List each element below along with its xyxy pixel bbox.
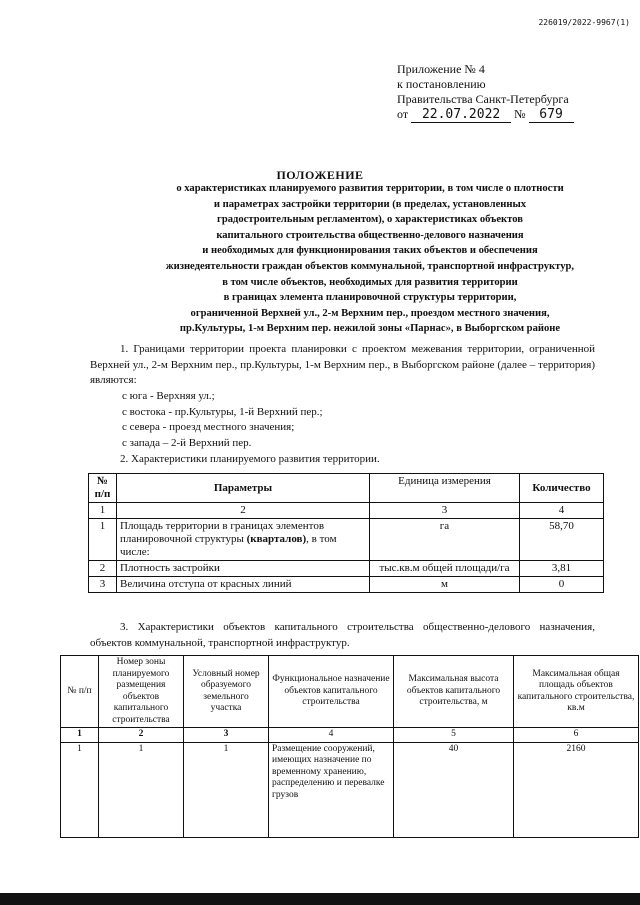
table2-header-plot: Условный номер образуемого земельного участка [184, 656, 269, 728]
appendix-line-1: Приложение № 4 [397, 62, 485, 76]
table2-header-area: Максимальная общая площадь объектов капитального строительства, кв.м [514, 656, 639, 728]
row-value: 3,81 [520, 561, 604, 577]
decree-date: 22.07.2022 [411, 107, 511, 123]
paragraph-3 [90, 620, 595, 651]
subtitle-line: в границах элемента планировочной структуры территории, [223, 292, 517, 304]
table1-colnum-row [89, 503, 604, 519]
paragraph-2 [90, 452, 595, 468]
table1-colnum: 2 [117, 503, 370, 519]
row-num: 2 [89, 561, 117, 577]
row-param-tail: , в том числе: [120, 533, 337, 558]
subtitle-line: капитального строительства общественно-делового назначения [216, 229, 524, 241]
row-num: 1 [89, 519, 117, 561]
table-row [61, 742, 639, 837]
paragraph-1-text: 1. Границами территории проекта планировки с проектом межевания территории, ограниченной Верхней ул., 2-м Верхним пер., пр.Культуры, 1-м Верхним пер., в Выборгском районе (далее – территория) являются: [90, 343, 595, 387]
table2-colnum: 5 [394, 728, 514, 743]
row-plot: 1 [184, 742, 269, 837]
table2-header-num: № п/п [61, 656, 99, 728]
table2-colnum: 2 [99, 728, 184, 743]
scan-bottom-edge [0, 893, 640, 905]
row-unit: га [370, 519, 520, 561]
table2-colnum: 6 [514, 728, 639, 743]
table2-colnum-row [61, 728, 639, 743]
row-height: 40 [394, 742, 514, 837]
development-characteristics-table [88, 473, 604, 593]
paragraph-3-text: 3. Характеристики объектов капитального строительства общественно-делового назначения, объектов коммунальной, транспортной инфраструктур. [90, 621, 595, 649]
row-area: 2160 [514, 742, 639, 837]
appendix-date-line [397, 107, 574, 123]
table1-header-value: Количество [520, 474, 604, 503]
table1-header-row [89, 474, 604, 503]
paragraph-1 [90, 342, 595, 389]
row-param: Величина отступа от красных линий [117, 577, 370, 593]
table2-header-purpose: Функциональное назначение объектов капитального строительства [269, 656, 394, 728]
table-row [89, 577, 604, 593]
subtitle-line: пр.Культуры, 1-м Верхним пер. нежилой зоны «Парнас», в Выборгском районе [179, 323, 561, 335]
row-unit: м [370, 577, 520, 593]
document-subtitle [90, 181, 640, 337]
row-param-text: Площадь территории в границах элементов планировочной структуры [120, 520, 325, 545]
appendix-block [397, 62, 574, 123]
decree-number: 679 [529, 107, 574, 123]
subtitle-line: о характеристиках планируемого развития территории, в том числе о плотности [176, 183, 564, 194]
subtitle-line: ограниченной Верхней ул., 2-м Верхним пер., проездом местного значения, [190, 307, 550, 319]
table2-colnum: 4 [269, 728, 394, 743]
date-prefix: от [397, 107, 409, 121]
row-unit: тыс.кв.м общей площади/га [370, 561, 520, 577]
appendix-line-3: Правительства Санкт-Петербурга [397, 92, 569, 106]
subtitle-line: и параметрах застройки территории (в пределах, установленных [213, 198, 527, 210]
number-prefix: № [514, 107, 526, 121]
paragraph-2-text: 2. Характеристики планируемого развития территории. [120, 453, 380, 465]
subtitle-line: и необходимых для функционирования таких объектов и обеспечения [202, 245, 538, 257]
table1-colnum: 4 [520, 503, 604, 519]
table2-header-height: Максимальная высота объектов капитального строительства, м [394, 656, 514, 728]
row-value: 58,70 [520, 519, 604, 561]
table2-colnum: 3 [184, 728, 269, 743]
appendix-line-2: к постановлению [397, 77, 486, 91]
table1-header-num: № п/п [89, 474, 117, 503]
table-row [89, 561, 604, 577]
row-num: 1 [61, 742, 99, 837]
table2-header-row [61, 656, 639, 728]
document-id: 226019/2022-9967(1) [538, 18, 630, 27]
row-purpose: Размещение сооружений, имеющих назначение по временному хранению, распределению и перевалке грузов [269, 742, 394, 837]
table1-header-param: Параметры [117, 474, 370, 503]
boundary-item: с юга - Верхняя ул.; [122, 390, 215, 402]
row-value: 0 [520, 577, 604, 593]
table1-header-unit: Единица измерения [370, 474, 520, 503]
boundary-item: с севера - проезд местного значения; [122, 421, 295, 434]
document-title: ПОЛОЖЕНИЕ [276, 168, 364, 182]
capital-construction-table [60, 655, 639, 838]
row-zone: 1 [99, 742, 184, 837]
table1-colnum: 1 [89, 503, 117, 519]
row-num: 3 [89, 577, 117, 593]
boundary-item: с востока - пр.Культуры, 1-й Верхний пер.; [122, 405, 323, 418]
table2-colnum: 1 [61, 728, 99, 743]
table1-colnum: 3 [370, 503, 520, 519]
subtitle-line: в том числе объектов, необходимых для развития территории [222, 276, 518, 288]
table2-header-zone: Номер зоны планируемого размещения объектов капитального строительства [99, 656, 184, 728]
subtitle-line: жизнедеятельности граждан объектов коммунальной, транспортной инфраструктур, [165, 260, 575, 272]
row-param-bold: (кварталов) [246, 533, 307, 545]
boundary-item: с запада – 2-й Верхний пер. [122, 436, 252, 449]
table-row [89, 519, 604, 561]
row-param [117, 519, 370, 561]
row-param: Плотность застройки [117, 561, 370, 577]
boundaries-list [122, 389, 323, 451]
subtitle-line: градостроительным регламентом), о характеристиках объектов [217, 214, 523, 226]
